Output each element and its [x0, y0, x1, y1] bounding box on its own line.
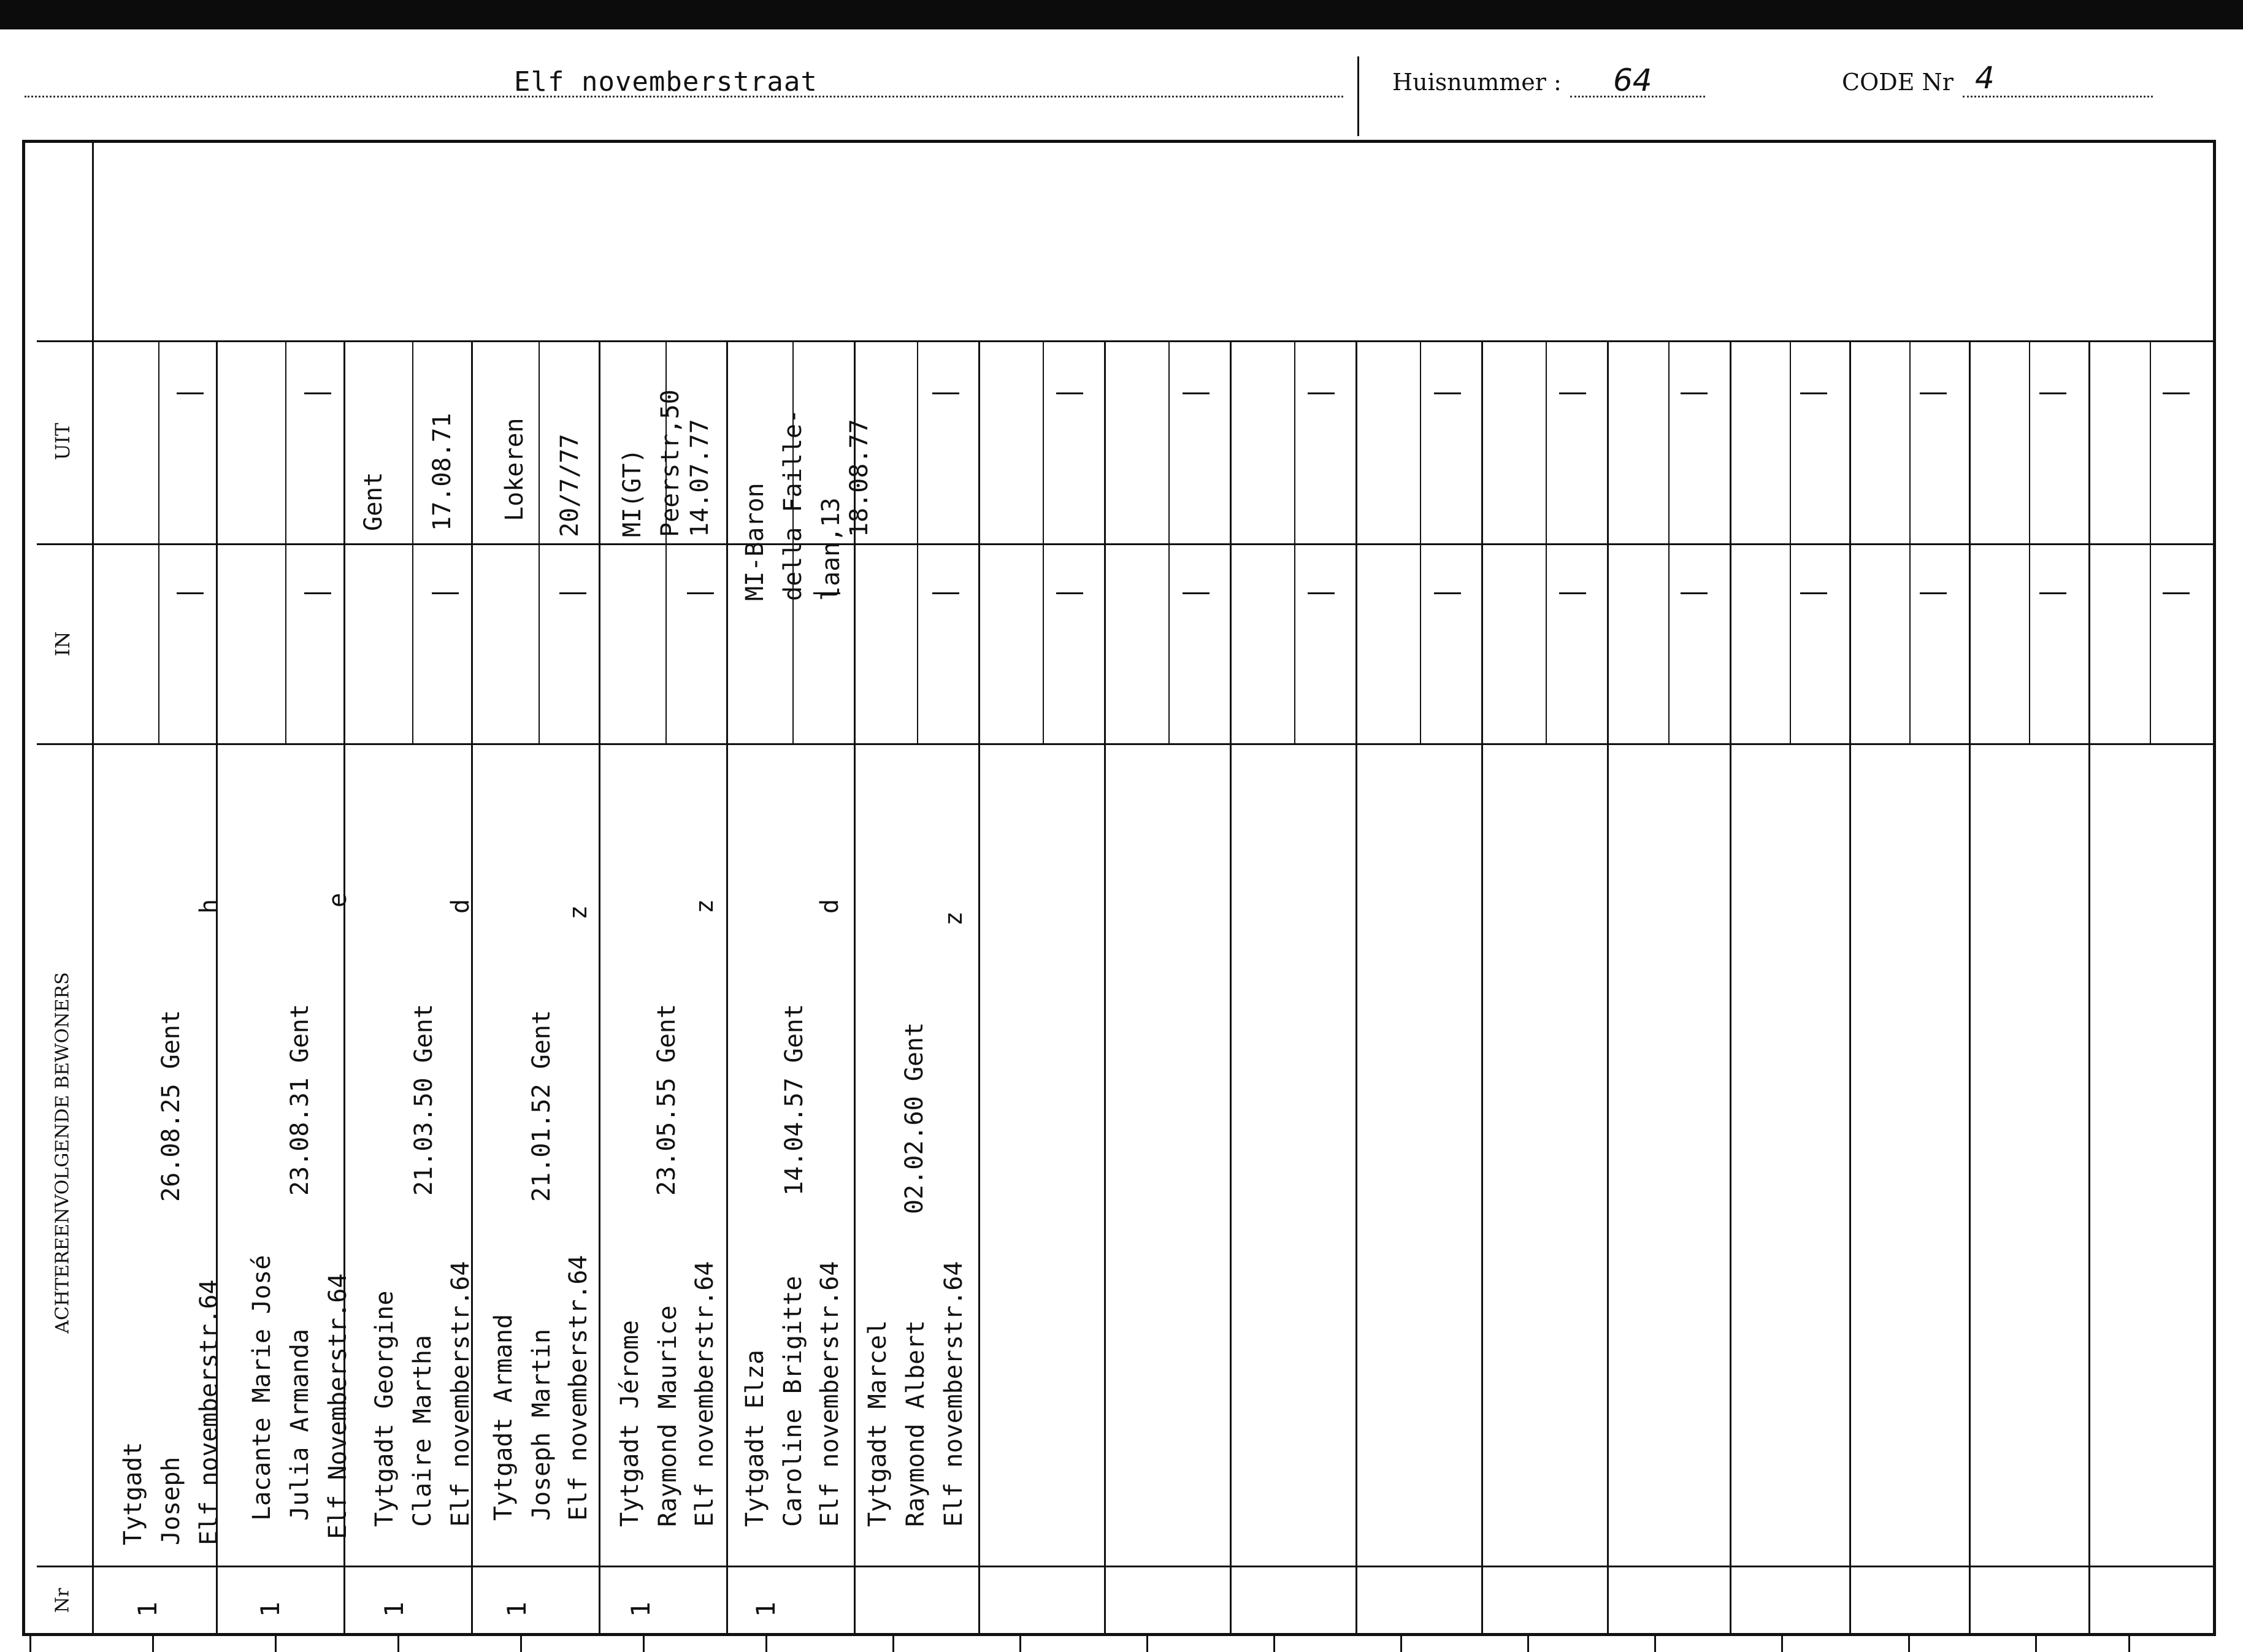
in-dash [932, 592, 959, 594]
resident-nr: 1 [255, 1601, 286, 1618]
sub-col-line [412, 340, 413, 743]
uit-dash [2163, 392, 2190, 394]
in-dash [1800, 592, 1827, 594]
col-line [1230, 340, 1232, 1633]
in-dash [177, 592, 204, 594]
sub-col-line [1043, 340, 1044, 743]
sub-col-line [1790, 340, 1791, 743]
uit-dash [1681, 392, 1708, 394]
huisnummer-value: 64 [1613, 63, 1652, 98]
sub-col-line [1668, 340, 1670, 743]
resident-code: z [564, 904, 592, 920]
sub-col-line [158, 340, 159, 743]
in-dash [2039, 592, 2066, 594]
uit-date: 17.08.71 [428, 413, 456, 531]
bottom-tick [397, 1634, 399, 1652]
uit-dash [2039, 392, 2066, 394]
sub-col-line [285, 340, 286, 743]
bottom-tick [765, 1634, 767, 1652]
uit-dash [177, 392, 204, 394]
resident-name: Tytgadt Joseph [119, 1442, 185, 1545]
in-dash [813, 592, 840, 594]
in-dash [559, 592, 586, 594]
nr-column-label: Nr [52, 1588, 74, 1613]
header-divider [1357, 56, 1359, 136]
uit-in-line [37, 543, 2216, 545]
sub-col-line [1294, 340, 1295, 743]
bottom-tick [275, 1634, 277, 1652]
uit-top-line [37, 340, 2216, 342]
top-black-bar [0, 0, 2243, 29]
huisnummer-label: Huisnummer : [1392, 69, 1562, 96]
resident-address: Elf novemberstr.64 [564, 1255, 592, 1521]
uit-date: 18.08.77 [845, 419, 873, 537]
col-line [1969, 340, 1971, 1633]
resident-birth: 26.08.25 Gent [157, 1009, 185, 1202]
col-line [978, 340, 980, 1633]
resident-address: Elf Novemberstr.64 [324, 1273, 352, 1539]
bottom-tick [2035, 1634, 2037, 1652]
col-line [1849, 340, 1851, 1633]
sub-col-line [1909, 340, 1911, 743]
uit-place: Gent [359, 472, 388, 531]
bottom-tick [892, 1634, 894, 1652]
col-line [726, 340, 728, 1633]
resident-name: Tytgadt Georgine Claire Martha [370, 1290, 437, 1527]
resident-name: Tytgadt Marcel Raymond Albert [864, 1320, 930, 1527]
sub-col-line [539, 340, 540, 743]
uit-place: Lokeren [500, 418, 529, 521]
resident-code: d [816, 898, 844, 914]
sub-col-line [1168, 340, 1170, 743]
in-dash [1056, 592, 1083, 594]
resident-nr: 1 [379, 1601, 410, 1618]
in-dash [1434, 592, 1461, 594]
in-dash [2163, 592, 2190, 594]
uit-place: MI(GT) Peerstr,50 [618, 389, 684, 537]
resident-code: z [691, 898, 719, 914]
resident-birth: 23.08.31 Gent [286, 1003, 314, 1196]
resident-code: d [447, 898, 475, 914]
bottom-tick [2128, 1634, 2130, 1652]
uit-date: 14.07.77 [686, 419, 714, 537]
bottom-tick [29, 1634, 31, 1652]
resident-code: z [940, 911, 968, 926]
uit-column-label: UIT [51, 423, 74, 461]
resident-nr: 1 [502, 1601, 532, 1618]
in-dash [304, 592, 331, 594]
sub-col-line [2150, 340, 2151, 743]
resident-name: Tytgadt Elza Caroline Brigitte [741, 1275, 807, 1527]
col-line [599, 340, 600, 1633]
resident-name: Tytgadt Armand Joseph Martin [489, 1314, 556, 1521]
resident-birth: 02.02.60 Gent [900, 1022, 929, 1214]
sub-col-line [1420, 340, 1421, 743]
resident-address: Elf novemberstr.64 [816, 1261, 844, 1527]
code-underline [1963, 96, 2153, 98]
uit-dash [1183, 392, 1210, 394]
in-dash [687, 592, 714, 594]
sub-col-line [2029, 340, 2030, 743]
resident-address: Elf novemberstr.64 [447, 1261, 475, 1527]
uit-date: 20/7/77 [556, 434, 584, 537]
uit-dash [1434, 392, 1461, 394]
uit-dash [304, 392, 331, 394]
col-line [1730, 340, 1731, 1633]
street-underline [25, 96, 1343, 98]
col-line [2088, 340, 2090, 1633]
col-line [1355, 340, 1357, 1633]
in-column-label: IN [51, 631, 74, 657]
resident-nr: 1 [751, 1601, 781, 1618]
bottom-tick [643, 1634, 645, 1652]
uit-dash [1559, 392, 1586, 394]
street-name: Elf novemberstraat [514, 66, 818, 98]
resident-address: Elf novemberstr.64 [195, 1279, 223, 1545]
in-dash [1308, 592, 1335, 594]
resident-birth: 23.05.55 Gent [653, 1003, 681, 1196]
label-column-line [92, 143, 94, 1633]
in-dash [432, 592, 459, 594]
in-dash [1183, 592, 1210, 594]
bewoners-column-label: ACHTEREENVOLGENDE BEWONERS [52, 972, 74, 1334]
resident-birth: 14.04.57 Gent [780, 1003, 808, 1196]
uit-dash [1920, 392, 1947, 394]
resident-name: Lacante Marie José Julia Armanda [248, 1255, 314, 1521]
col-line [1481, 340, 1483, 1633]
bottom-tick [1146, 1634, 1148, 1652]
bottom-tick [1273, 1634, 1275, 1652]
sub-col-line [1546, 340, 1547, 743]
bottom-tick [1908, 1634, 1910, 1652]
bottom-tick [1400, 1634, 1402, 1652]
resident-birth: 21.01.52 Gent [527, 1009, 556, 1202]
resident-address: Elf novemberstr.64 [940, 1261, 968, 1527]
resident-code: h [195, 898, 223, 914]
resident-birth: 21.03.50 Gent [410, 1003, 438, 1196]
bottom-tick [152, 1634, 154, 1652]
uit-dash [1800, 392, 1827, 394]
code-label: CODE Nr [1842, 69, 1954, 96]
uit-place: MI-Baron della Faille- laan,13 [741, 408, 845, 601]
bottom-tick [520, 1634, 522, 1652]
uit-dash [932, 392, 959, 394]
resident-code: e [324, 892, 352, 908]
huisnummer-underline [1570, 96, 1705, 98]
sub-col-line [917, 340, 918, 743]
uit-dash [1056, 392, 1083, 394]
resident-name: Tytgadt Jérome Raymond Maurice [616, 1305, 682, 1527]
in-dash [1559, 592, 1586, 594]
uit-dash [1308, 392, 1335, 394]
in-dash [1920, 592, 1947, 594]
bottom-tick [1654, 1634, 1656, 1652]
resident-nr: 1 [626, 1601, 656, 1618]
bottom-tick [1019, 1634, 1021, 1652]
bottom-tick [1781, 1634, 1783, 1652]
bewoners-nr-line [37, 1566, 2216, 1567]
col-line [1607, 340, 1609, 1633]
resident-address: Elf novemberstr.64 [691, 1261, 719, 1527]
code-value: 4 [1975, 60, 1995, 96]
bottom-tick [1527, 1634, 1529, 1652]
col-line [1104, 340, 1106, 1633]
in-bewoners-line [37, 743, 2216, 745]
in-dash [1681, 592, 1708, 594]
resident-nr: 1 [132, 1601, 163, 1618]
